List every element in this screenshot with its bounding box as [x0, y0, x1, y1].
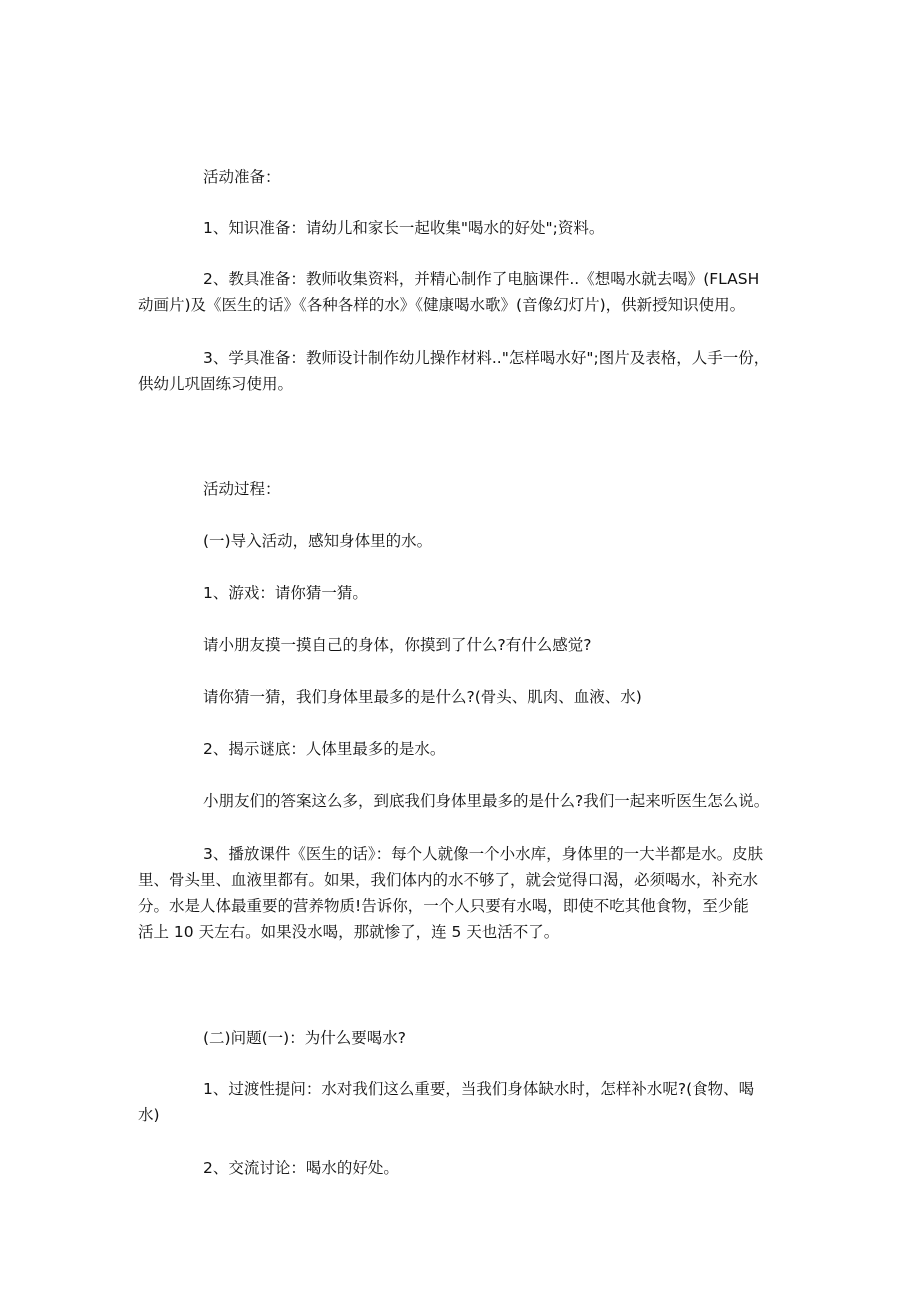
- game-question-1: [138, 632, 857, 658]
- process-heading-text: 活动过程：: [203, 480, 281, 498]
- game-title-text: 1、游戏：请你猜一猜。: [203, 584, 368, 602]
- prep-item-learning-aids-line-1: 3、学具准备：教师设计制作幼儿操作材料.."怎样喝水好";图片及表格，人手一份，: [203, 349, 770, 367]
- prep-item-teaching-aids: [138, 266, 792, 318]
- game-question-2-text: 请你猜一猜，我们身体里最多的是什么?(骨头、肌肉、血液、水): [203, 688, 642, 706]
- prep-item-knowledge: [138, 215, 792, 241]
- reveal-text: [138, 788, 857, 814]
- question-2-paragraph: [138, 1155, 857, 1181]
- courseware-paragraph: [138, 841, 792, 945]
- courseware-line-2: 里、骨头里、血液里都有。如果，我们体内的水不够了，就会觉得口渴，必须喝水，补充水: [138, 871, 759, 889]
- game-question-2: [138, 684, 857, 710]
- question-1-line-2: 水): [138, 1106, 160, 1124]
- prep-item-knowledge-line-1: 1、知识准备：请幼儿和家长一起收集"喝水的好处";资料。: [203, 219, 605, 237]
- reveal-title-text: 2、揭示谜底：人体里最多的是水。: [203, 740, 446, 758]
- section1-title: [138, 528, 857, 554]
- prep-item-learning-aids: [138, 345, 792, 397]
- prep-item-teaching-aids-line-1: 2、教具准备：教师收集资料，并精心制作了电脑课件..《想喝水就去喝》(FLASH: [203, 270, 760, 288]
- prep-heading-text: 活动准备：: [203, 168, 281, 186]
- courseware-line-3: 分。水是人体最重要的营养物质!告诉你，一个人只要有水喝，即使不吃其他食物，至少能: [138, 897, 749, 915]
- prep-heading: [138, 164, 857, 190]
- courseware-line-1: 3、播放课件《医生的话》：每个人就像一个小水库，身体里的一大半都是水。皮肤: [203, 845, 764, 863]
- prep-item-teaching-aids-line-2: 动画片)及《医生的话》《各种各样的水》《健康喝水歌》(音像幻灯片)，供新授知识使用。: [138, 296, 746, 314]
- section1-title-text: (一)导入活动，感知身体里的水。: [203, 532, 433, 550]
- prep-item-learning-aids-line-2: 供幼儿巩固练习使用。: [138, 375, 294, 393]
- reveal-title: [138, 736, 857, 762]
- game-title: [138, 580, 857, 606]
- courseware-line-4: 活上 10 天左右。如果没水喝，那就惨了，连 5 天也活不了。: [138, 923, 560, 941]
- question-1-line-1: 1、过渡性提问：水对我们这么重要，当我们身体缺水时，怎样补水呢?(食物、喝: [203, 1080, 755, 1098]
- reveal-text-line: 小朋友们的答案这么多，到底我们身体里最多的是什么?我们一起来听医生怎么说。: [203, 792, 770, 810]
- section2-title: [138, 1025, 857, 1051]
- game-question-1-text: 请小朋友摸一摸自己的身体，你摸到了什么?有什么感觉?: [203, 636, 592, 654]
- section2-title-text: (二)问题(一)：为什么要喝水?: [203, 1029, 406, 1047]
- question-1-paragraph: [138, 1076, 792, 1128]
- question-2-text: 2、交流讨论：喝水的好处。: [203, 1159, 399, 1177]
- process-heading: [138, 476, 857, 502]
